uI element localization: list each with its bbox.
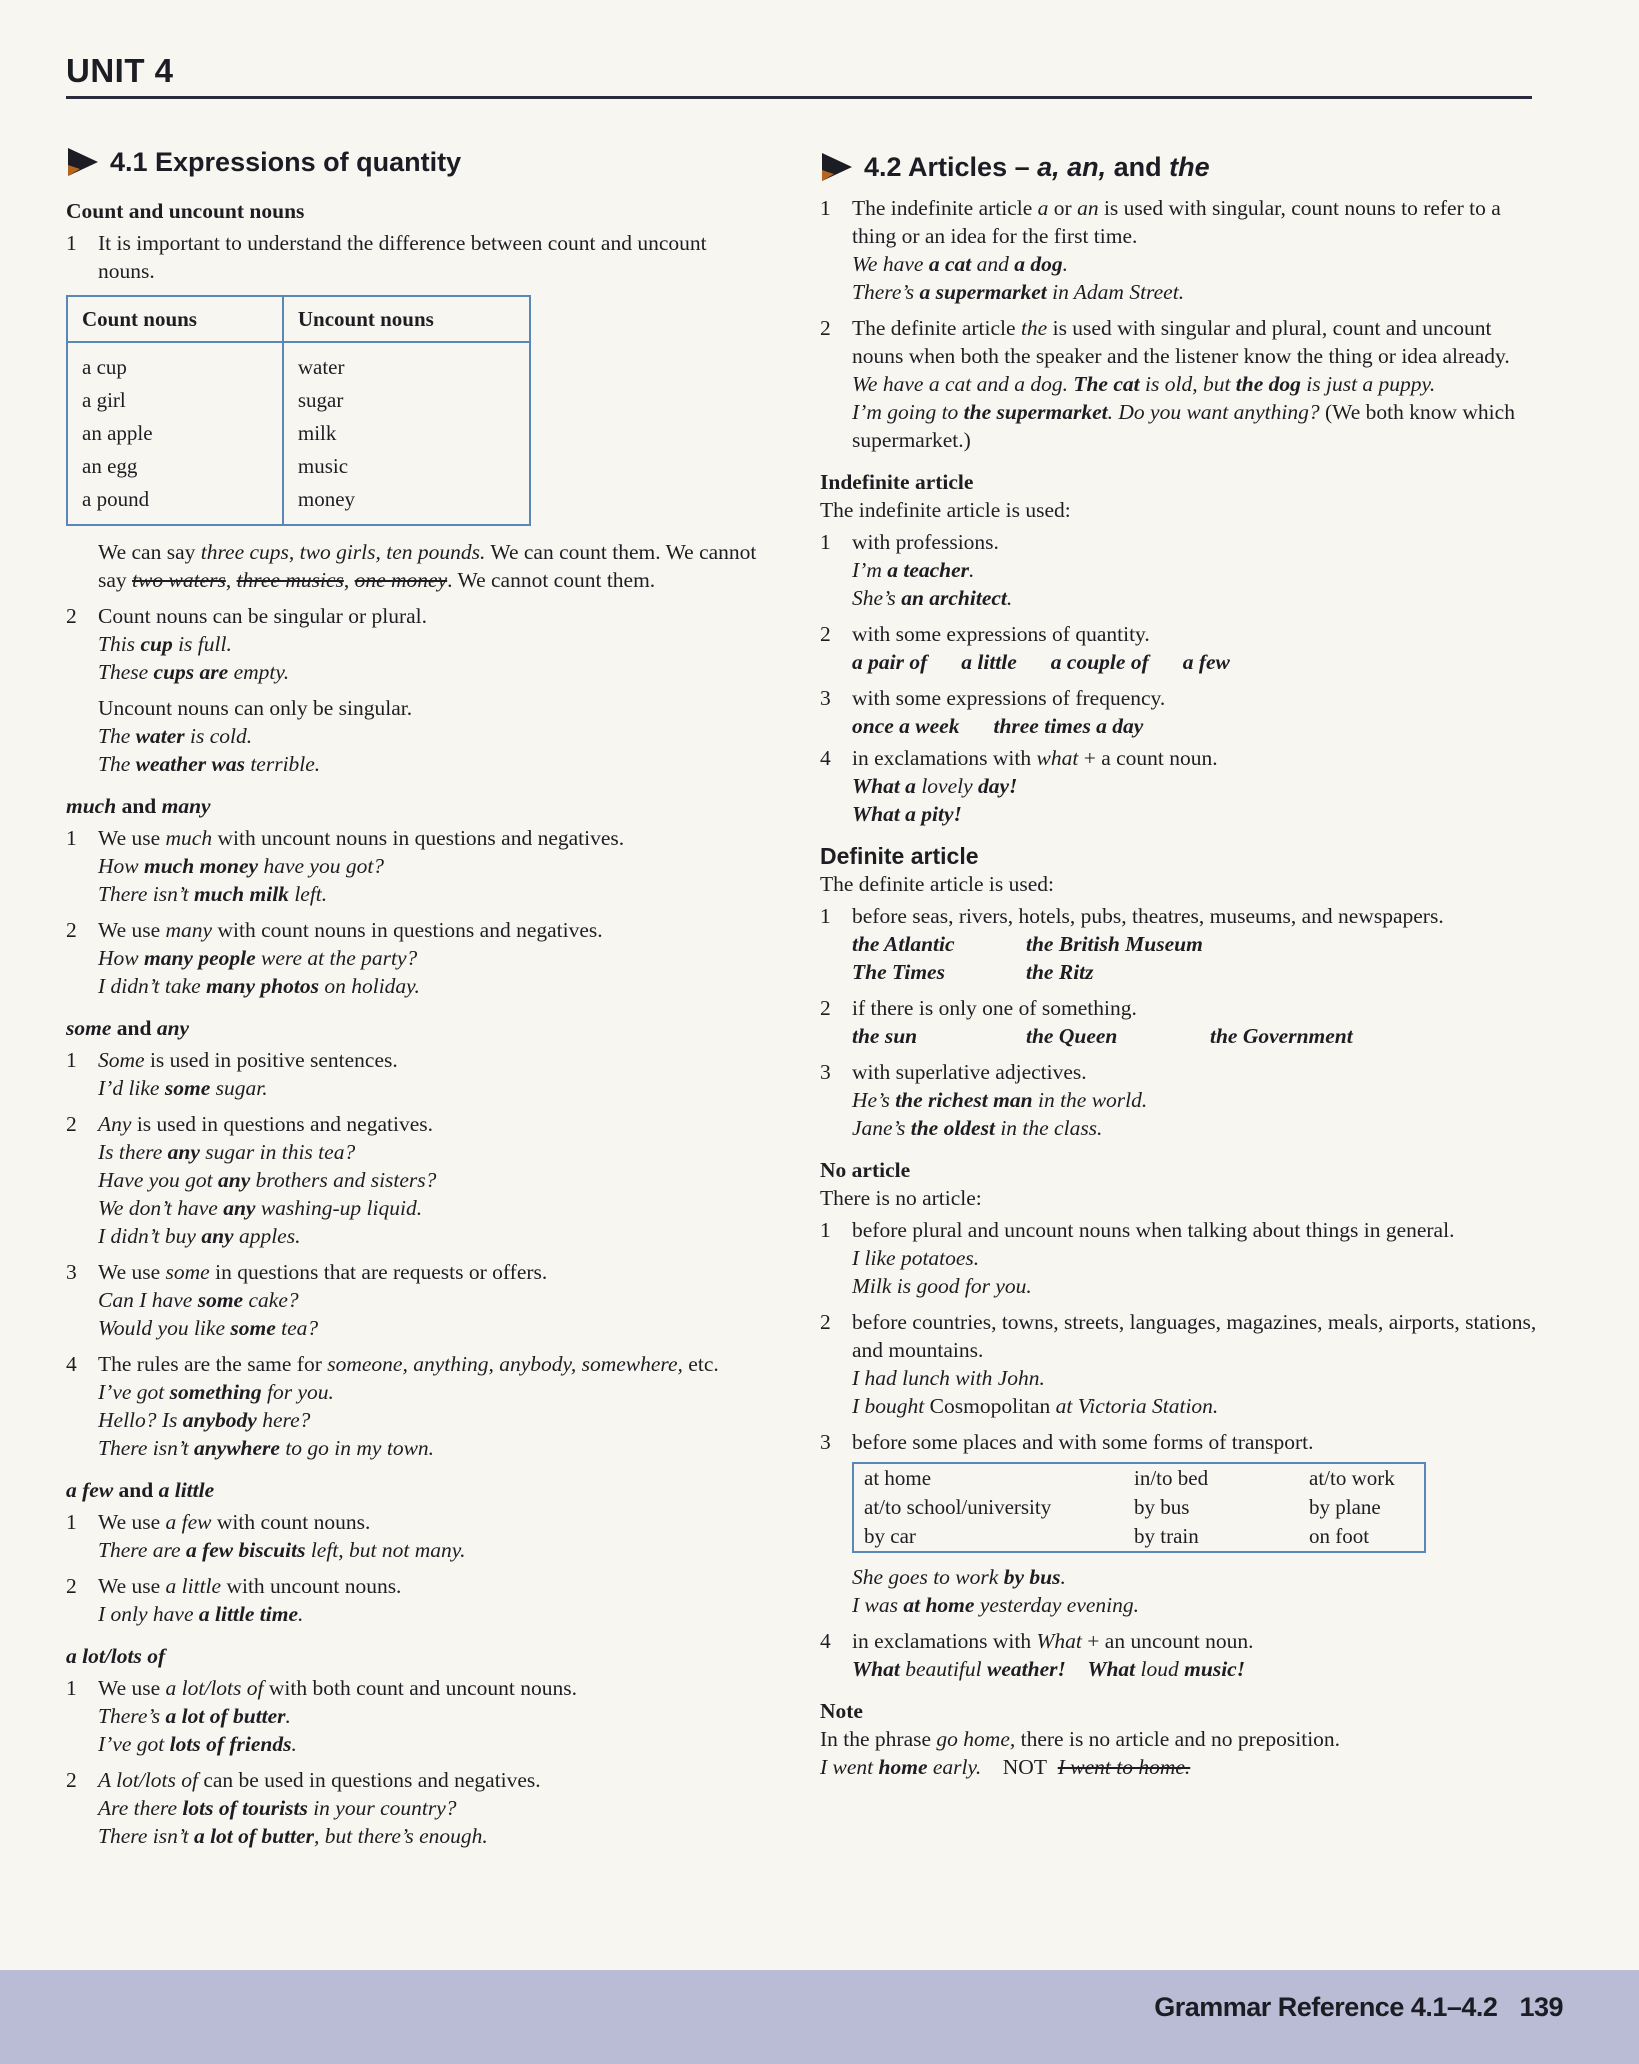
list-item: 2 before countries, towns, streets, languages, magazines, meals, airports, stations, and mountains. (820, 1310, 1537, 1362)
list-item: 4 in exclamations with what + a count noun. (820, 746, 1218, 770)
subheading-few-little: a few and a little (66, 1478, 215, 1502)
example: There are a few biscuits left, but not many. (98, 1538, 466, 1562)
example: We have a cat and a dog. (852, 252, 1068, 276)
table-cell: at/to work (1309, 1466, 1395, 1490)
table-cell: by plane (1309, 1495, 1381, 1519)
example: She goes to work by bus. (852, 1565, 1066, 1589)
section-arrow-icon (820, 150, 854, 184)
list-item: 3 We use some in questions that are requests or offers. (66, 1260, 548, 1284)
example: I only have a little time. (98, 1602, 304, 1626)
note-example: I went home early. NOT I went to home. (820, 1755, 1191, 1779)
example: We have a cat and a dog. The cat is old, but the dog is just a puppy. (852, 372, 1436, 396)
table-cell: by bus (1134, 1495, 1190, 1519)
subheading-much-many: much and many (66, 794, 211, 818)
paragraph: The definite article is used: (820, 872, 1055, 896)
example-row: once a week three times a day (852, 714, 1144, 738)
list-item: 1 before seas, rivers, hotels, pubs, theatres, museums, and newspapers. (820, 904, 1444, 928)
example: I didn’t buy any apples. (98, 1224, 301, 1248)
example: Jane’s the oldest in the class. (852, 1116, 1103, 1140)
example-row: the sun the Queen the Government (852, 1024, 1353, 1048)
paragraph: Uncount nouns can only be singular. (98, 696, 413, 720)
example: How much money have you got? (98, 854, 385, 878)
table-cell: at/to school/university (864, 1495, 1052, 1519)
example: There isn’t anywhere to go in my town. (98, 1436, 435, 1460)
section-heading-4-1 (66, 145, 766, 179)
subheading-some-any: some and any (66, 1016, 190, 1040)
section-title: 4.1 Expressions of quantity (110, 147, 462, 177)
footer-label: Grammar Reference 4.1–4.2 139 (1154, 1992, 1563, 2022)
list-item: 4 The rules are the same for someone, anything, anybody, somewhere, etc. (66, 1352, 719, 1376)
subheading-no-article: No article (820, 1158, 911, 1182)
page-number: 139 (1519, 1992, 1563, 2022)
list-item: 2 Count nouns can be singular or plural. (66, 604, 428, 628)
example: There’s a lot of butter. (98, 1704, 291, 1728)
example: I bought Cosmopolitan at Victoria Station. (852, 1394, 1219, 1418)
example: I’d like some sugar. (98, 1076, 268, 1100)
paragraph: We can say three cups, two girls, ten pounds. We can count them. We cannot say two waters, three musics, one money. We cannot count them. (98, 540, 757, 592)
list-item: 1 We use a lot/lots of with both count and uncount nouns. (66, 1676, 578, 1700)
table-cell: a girl (82, 388, 126, 412)
example: What a lovely day! (852, 774, 1018, 798)
example: He’s the richest man in the world. (852, 1088, 1148, 1112)
example: What beautiful weather! What loud music! (852, 1657, 1246, 1681)
example: I didn’t take many photos on holiday. (98, 974, 420, 998)
table-cell: an apple (82, 421, 153, 445)
list-item: 3 with superlative adjectives. (820, 1060, 1087, 1084)
count-uncount-table (66, 295, 531, 526)
example: I’ve got lots of friends. (98, 1732, 297, 1756)
example: Have you got any brothers and sisters? (98, 1168, 437, 1192)
example: The water is cold. (98, 724, 253, 748)
table-cell: on foot (1309, 1524, 1370, 1548)
list-item: 3 before some places and with some forms of transport. (820, 1430, 1314, 1454)
table-header: Uncount nouns (283, 296, 530, 342)
unit-divider (66, 96, 1532, 99)
example: How many people were at the party? (98, 946, 418, 970)
subheading-definite-article: Definite article (820, 843, 979, 869)
example: What a pity! (852, 802, 962, 826)
section-heading-4-2 (820, 150, 1540, 184)
list-item: 1 It is important to understand the difference between count and uncount nouns. (66, 231, 707, 283)
list-item: 1 The indefinite article a or an is used with singular, count nouns to refer to a thing or an idea for the first time. (820, 196, 1501, 248)
list-item: 3 with some expressions of frequency. (820, 686, 1166, 710)
subheading-indefinite-article: Indefinite article (820, 470, 974, 494)
example: Milk is good for you. (852, 1274, 1032, 1298)
example-row: a pair of a little a couple of a few (852, 650, 1230, 674)
table-cell: at home (864, 1466, 932, 1490)
example: I’m a teacher. (852, 558, 975, 582)
example: She’s an architect. (852, 586, 1013, 610)
example-row: The Times the Ritz (852, 960, 1094, 984)
table-cell: in/to bed (1134, 1466, 1209, 1490)
section-arrow-icon (66, 145, 100, 179)
example: Would you like some tea? (98, 1316, 319, 1340)
table-cell: water (283, 342, 530, 384)
list-item: 1 We use much with uncount nouns in questions and negatives. (66, 826, 625, 850)
subheading-count-uncount: Count and uncount nouns (66, 199, 305, 223)
example: Are there lots of tourists in your country? (98, 1796, 457, 1820)
example: These cups are empty. (98, 660, 290, 684)
table-cell: milk (283, 417, 530, 450)
list-item: 2 Any is used in questions and negatives. (66, 1112, 433, 1136)
example: This cup is full. (98, 632, 232, 656)
example: Can I have some cake? (98, 1288, 299, 1312)
paragraph: There is no article: (820, 1186, 982, 1210)
list-item: 4 in exclamations with What + an uncount noun. (820, 1629, 1254, 1653)
page-footer (0, 1970, 1639, 2064)
section-4-2 (820, 150, 1540, 1781)
example: I like potatoes. (852, 1246, 980, 1270)
list-item: 2 We use a little with uncount nouns. (66, 1574, 402, 1598)
example-row: the Atlantic the British Museum (852, 932, 1203, 956)
example: The weather was terrible. (98, 752, 321, 776)
table-cell: by train (1134, 1524, 1199, 1548)
example: Hello? Is anybody here? (98, 1408, 311, 1432)
list-item: 2 if there is only one of something. (820, 996, 1137, 1020)
example: There isn’t much milk left. (98, 882, 328, 906)
example: I’m going to the supermarket. Do you want anything? (We both know which supermarket.) (852, 400, 1515, 452)
list-item: 1 Some is used in positive sentences. (66, 1048, 398, 1072)
table-cell: music (283, 450, 530, 483)
list-item: 2 A lot/lots of can be used in questions and negatives. (66, 1768, 541, 1792)
table-cell: sugar (283, 384, 530, 417)
list-item: 1 We use a few with count nouns. (66, 1510, 371, 1534)
subheading-note: Note (820, 1699, 863, 1723)
table-cell: by car (864, 1524, 916, 1548)
subheading-a-lot: a lot/lots of (66, 1644, 166, 1668)
paragraph: The indefinite article is used: (820, 498, 1071, 522)
example: There’s a supermarket in Adam Street. (852, 280, 1185, 304)
note-text: In the phrase go home, there is no article and no preposition. (820, 1727, 1341, 1751)
unit-title: UNIT 4 (66, 52, 174, 89)
example: I’ve got something for you. (98, 1380, 334, 1404)
list-item: 1 before plural and uncount nouns when talking about things in general. (820, 1218, 1455, 1242)
example: We don’t have any washing-up liquid. (98, 1196, 423, 1220)
table-cell: an egg (82, 454, 138, 478)
example: I had lunch with John. (852, 1366, 1045, 1390)
table-cell: money (283, 483, 530, 525)
section-4-1 (66, 145, 766, 1850)
table-cell: a pound (82, 487, 150, 511)
list-item: 2 We use many with count nouns in questions and negatives. (66, 918, 603, 942)
example: Is there any sugar in this tea? (98, 1140, 356, 1164)
example: There isn’t a lot of butter, but there’s enough. (98, 1824, 488, 1848)
section-title: 4.2 Articles – a, an, and the (864, 152, 1210, 182)
transport-table (852, 1462, 1426, 1553)
list-item: 2 The definite article the is used with singular and plural, count and uncount nouns when both the speaker and the listener know the thing or idea already. (820, 316, 1510, 368)
list-item: 2 with some expressions of quantity. (820, 622, 1150, 646)
table-cell: a cup (82, 355, 127, 379)
table-header: Count nouns (67, 296, 283, 342)
list-item: 1 with professions. (820, 530, 999, 554)
example: I was at home yesterday evening. (852, 1593, 1140, 1617)
